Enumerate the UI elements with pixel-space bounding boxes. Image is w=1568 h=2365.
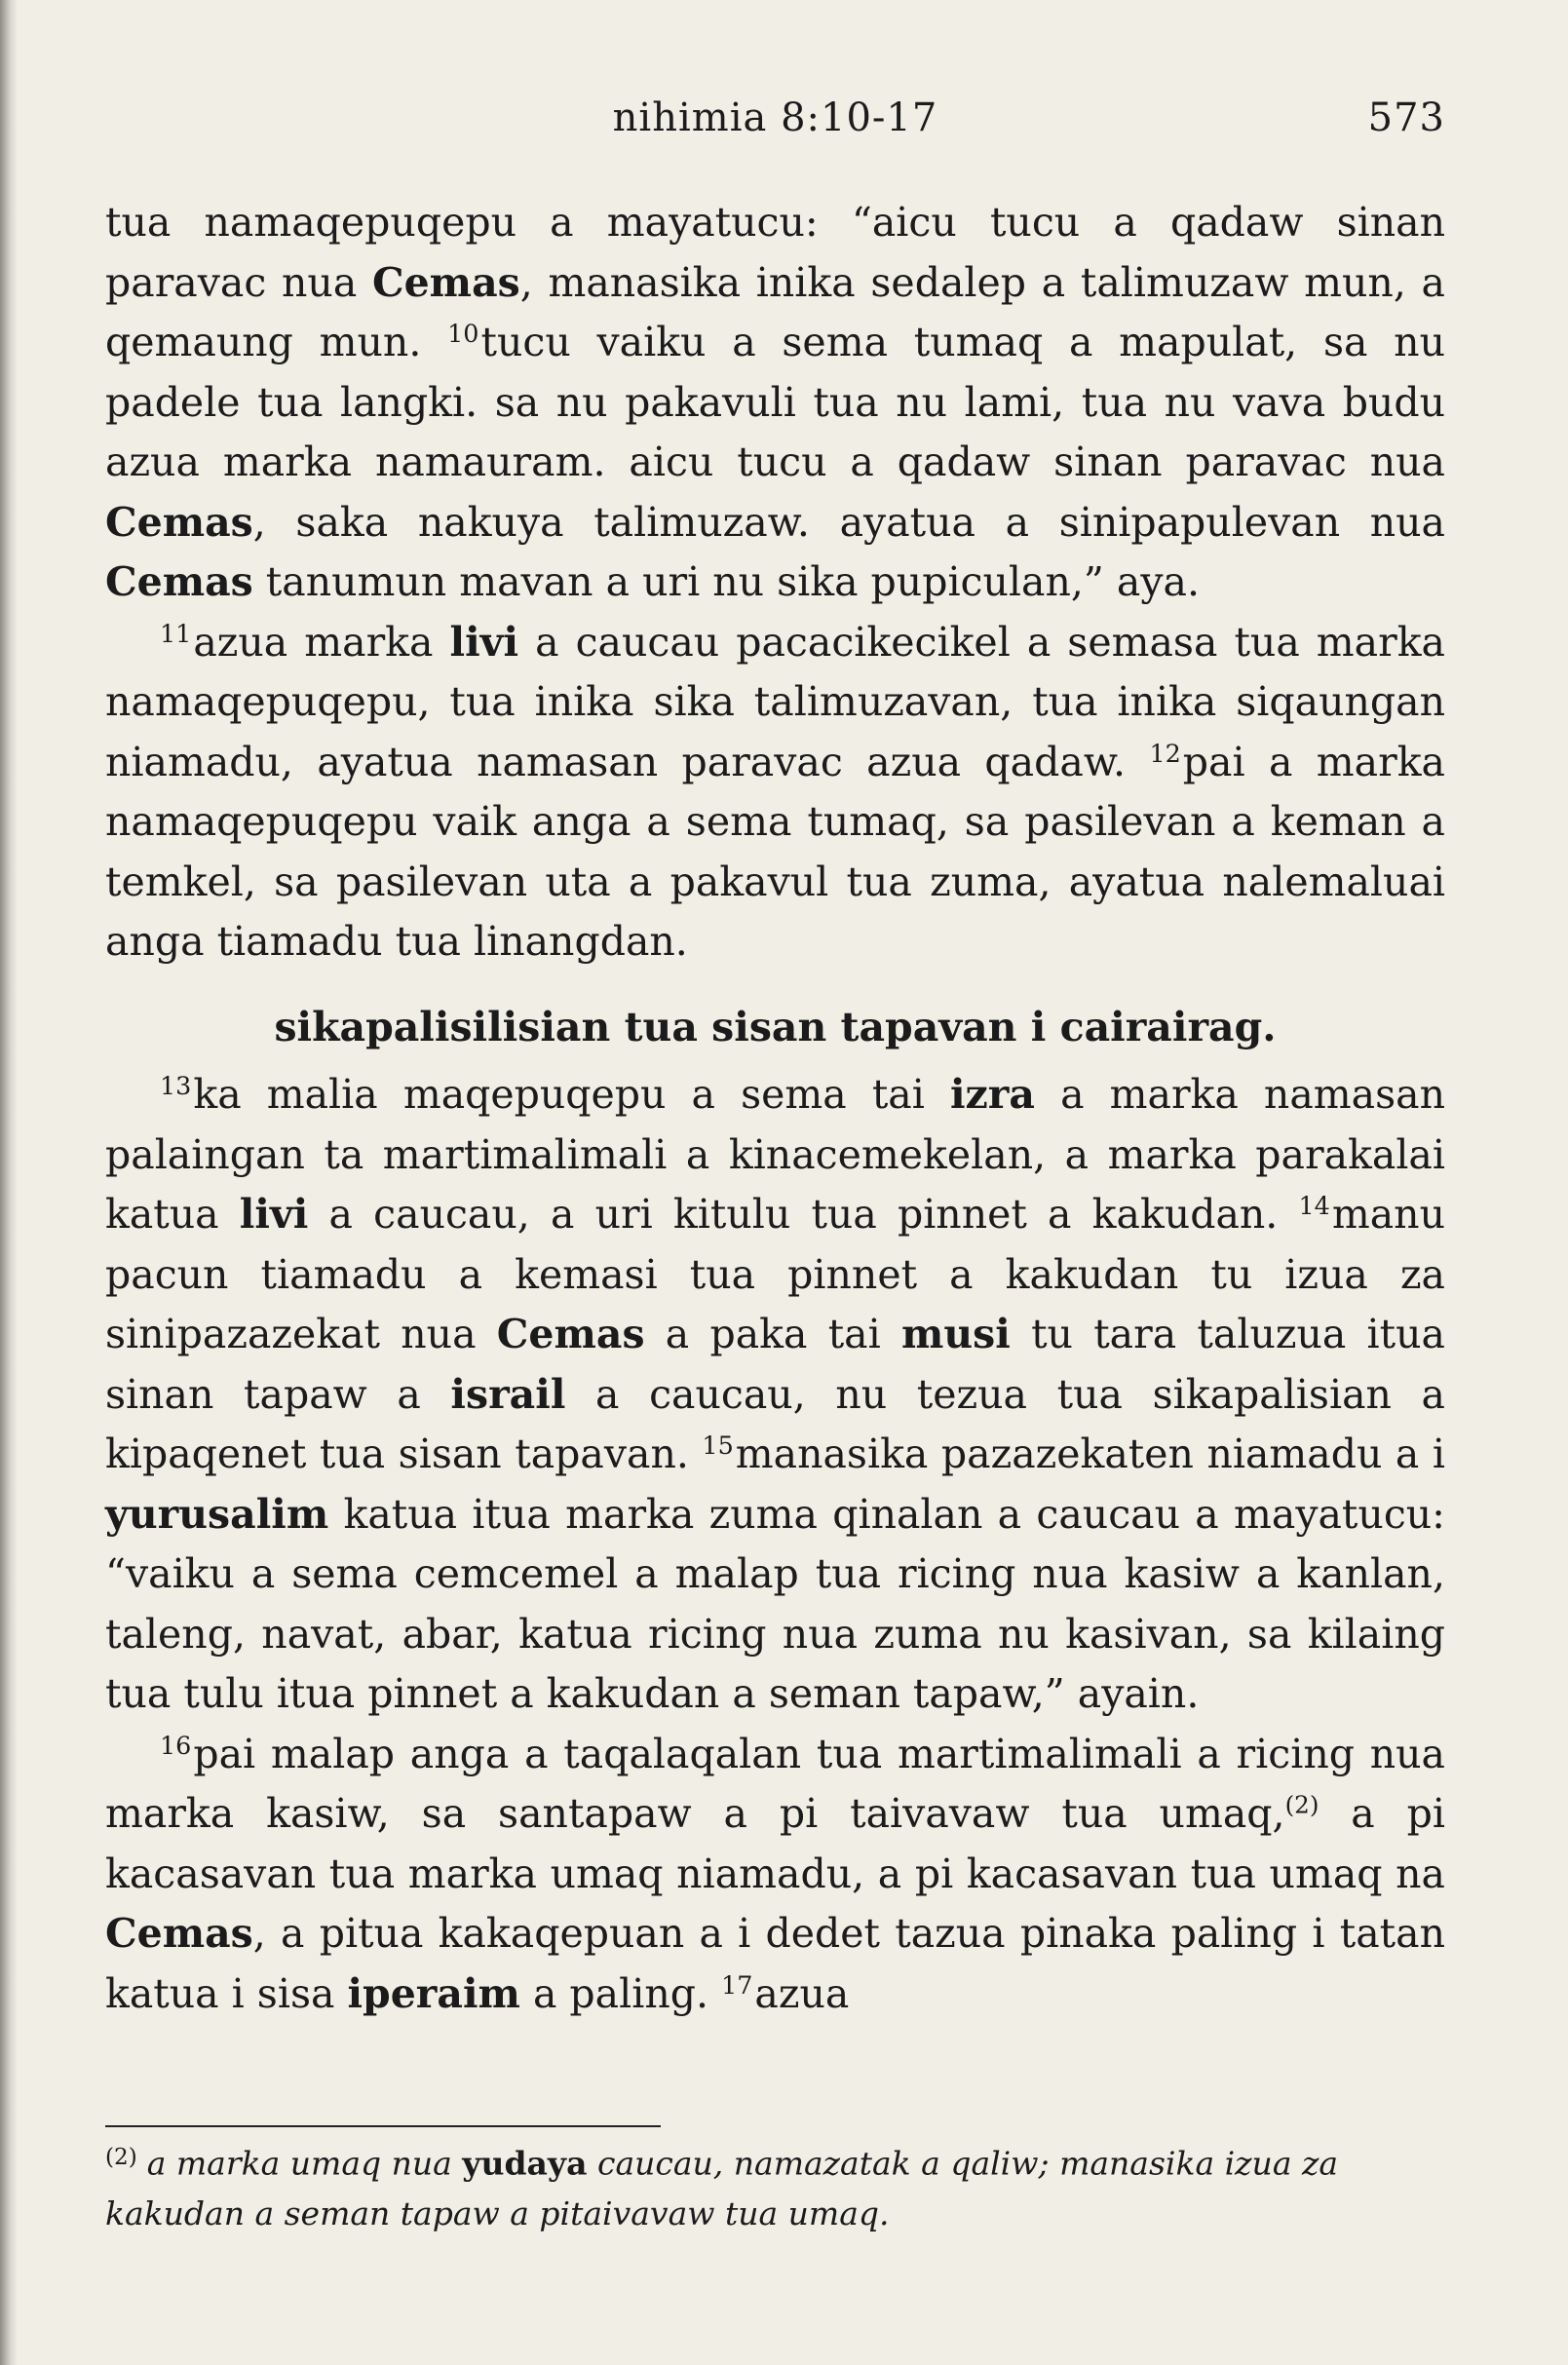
proper-name: yudaya (462, 2144, 588, 2183)
body-text (105, 193, 1445, 2024)
page-number: 573 (1367, 95, 1445, 140)
text-run: tu tara taluzua itua sinan tapaw a (105, 1311, 1445, 1418)
text-run: a marka umaq nua (146, 2144, 463, 2183)
proper-name: yurusalim (105, 1490, 329, 1538)
text-run: caucau, namazatak a qaliw; manasika izua za kakudan a seman tapaw a pitaivavaw tua umaq. (105, 2144, 1339, 2233)
verse-number: 15 (702, 1430, 734, 1461)
proper-name: iperaim (347, 1969, 520, 2017)
paragraph (105, 193, 1445, 613)
paragraph (105, 613, 1445, 973)
paragraph (105, 1725, 1445, 2025)
text-run: a caucau pacacikecikel a semasa tua marka namaqepuqepu, tua inika sika talimuzavan, tua inika siqaungan niamadu, ayatua namasan paravac azua qadaw. (105, 618, 1446, 785)
proper-name: Cemas (105, 498, 253, 546)
verse-number: 14 (1298, 1191, 1330, 1221)
text-run: tucu vaiku a sema tumaq a mapulat, sa nu padele tua langki. sa nu pakavuli tua nu lami, tua nu vava budu azua marka namauram. aicu tucu a qadaw sinan paravac nua (105, 319, 1445, 485)
footnote-reference: (2) (1284, 1790, 1319, 1819)
proper-name: livi (239, 1191, 309, 1238)
verse-number: 17 (721, 1969, 753, 2000)
section-heading (105, 998, 1445, 1058)
text-run: sikapalisilisian tua sisan tapavan i cairairag. (274, 1003, 1277, 1050)
proper-name: israil (450, 1370, 566, 1418)
text-run: a paka tai (644, 1311, 901, 1357)
text-run: , manasika inika sedalep a talimuzaw mun, a qemaung mun. (105, 258, 1445, 365)
running-title: nihimia 8:10-17 (612, 95, 938, 140)
proper-name: livi (449, 618, 519, 666)
text-run: a marka namasan palaingan ta martimalimali a kinacemekelan, a marka parakalai katua (105, 1071, 1445, 1238)
text-run: manasika pazazekaten niamadu a i (735, 1430, 1445, 1477)
text-run: a paling. (519, 1969, 722, 2017)
verse-number: 10 (447, 319, 479, 349)
proper-name: Cemas (371, 258, 520, 306)
footnote-divider (105, 2125, 661, 2127)
footnote-marker: (2) (105, 2145, 137, 2170)
text-run: tanumun mavan a uri nu sika pupiculan,” aya. (252, 558, 1200, 605)
paragraph (105, 1065, 1445, 1725)
verse-number: 11 (160, 618, 192, 648)
text-run: , saka nakuya talimuzaw. ayatua a sinipapulevan nua (252, 498, 1445, 546)
text-run: a pi kacasavan tua marka umaq niamadu, a pi kacasavan tua umaq na (105, 1790, 1445, 1897)
text-run: tua namaqepuqepu a mayatucu: “aicu tucu a qadaw sinan paravac nua (105, 199, 1445, 306)
text-run: azua marka (193, 618, 450, 666)
text-run: azua (754, 1969, 850, 2017)
verse-number: 12 (1149, 738, 1181, 768)
verse-number: 13 (160, 1071, 192, 1101)
text-run: a caucau, nu tezua tua sikapalisian a kipaqenet tua sisan tapavan. (105, 1370, 1445, 1477)
text-run: pai malap anga a taqalaqalan tua martimalimali a ricing nua marka kasiw, sa santapaw a pi taivavaw tua umaq, (105, 1730, 1445, 1837)
proper-name: izra (949, 1071, 1035, 1118)
proper-name: musi (900, 1311, 1011, 1357)
page-header (105, 95, 1445, 154)
footnote (105, 2132, 1445, 2239)
text-run: pai a marka namaqepuqepu vaik anga a sema tumaq, sa pasilevan a keman a temkel, sa pasilevan uta a pakavul tua zuma, ayatua nalemaluai anga tiamadu tua linangdan. (105, 738, 1445, 965)
text-run: manu pacun tiamadu a kemasi tua pinnet a kakudan tu izua za sinipazazekat nua (105, 1191, 1445, 1357)
proper-name: Cemas (496, 1311, 645, 1357)
text-run: a caucau, a uri kitulu tua pinnet a kakudan. (308, 1191, 1299, 1238)
text-run: , a pitua kakaqepuan a i dedet tazua pinaka paling i tatan katua i sisa (105, 1910, 1445, 2017)
page-edge-shadow (0, 0, 18, 2365)
text-run: ka malia maqepuqepu a sema tai (193, 1071, 950, 1118)
proper-name: Cemas (105, 558, 253, 605)
proper-name: Cemas (105, 1910, 253, 1957)
verse-number: 16 (160, 1730, 192, 1760)
text-run: katua itua marka zuma qinalan a caucau a mayatucu: “vaiku a sema cemcemel a malap tua ricing nua kasiw a kanlan, taleng, navat, abar, katua ricing nua zuma nu kasivan, sa kilaing tua tulu itua pinnet a kakudan a seman tapaw,” ayain. (105, 1490, 1445, 1717)
